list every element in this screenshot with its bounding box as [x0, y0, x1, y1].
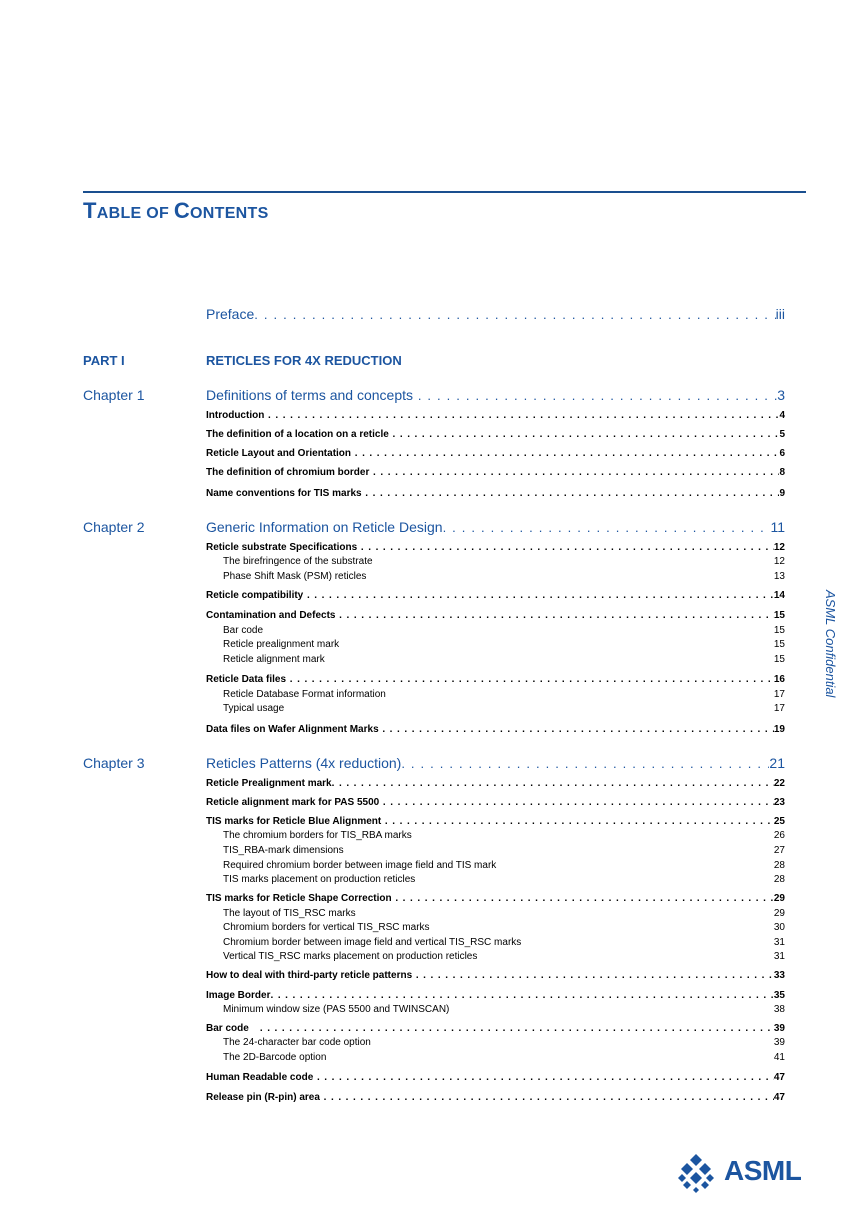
toc-subsection[interactable]: The 24-character bar code option 39 [223, 1037, 785, 1048]
toc-section[interactable]: Reticle Data files . . . 16 [206, 674, 785, 685]
chapter-2-label: Chapter 2 [83, 519, 145, 535]
toc-chapter-1[interactable]: Definitions of terms and concepts . . . 3 [206, 387, 785, 403]
chapter-3-label: Chapter 3 [83, 755, 145, 771]
toc-section[interactable]: How to deal with third-party reticle patterns . . . 33 [206, 970, 785, 981]
title-cap-1: T [83, 198, 97, 223]
toc-section[interactable]: Reticle compatibility . . . 14 [206, 590, 785, 601]
toc-subsection[interactable]: The layout of TIS_RSC marks 29 [223, 908, 785, 919]
toc-section[interactable]: Human Readable code . . . 47 [206, 1072, 785, 1083]
toc-subsection[interactable]: TIS_RBA-mark dimensions 27 [223, 845, 785, 856]
confidential-text: ASML Confidential [823, 590, 838, 698]
asml-logo [676, 1152, 808, 1194]
toc-section[interactable]: Bar code . . . 39 [206, 1023, 785, 1034]
toc-subsection[interactable]: The chromium borders for TIS_RBA marks 26 [223, 830, 785, 841]
asml-logo-text: ASML [724, 1155, 802, 1186]
toc-subsection[interactable]: Typical usage 17 [223, 703, 785, 714]
title-cap-2: C [173, 198, 191, 223]
toc-subsection[interactable]: Reticle Database Format information 17 [223, 689, 785, 700]
toc-section[interactable]: Contamination and Defects . . . 15 [206, 610, 785, 621]
part-number: PART I [83, 353, 125, 368]
toc-section[interactable]: The definition of a location on a reticle . . . 5 [206, 429, 785, 440]
preface-page: iii [775, 306, 785, 322]
toc-subsection[interactable]: Chromium borders for vertical TIS_RSC marks 30 [223, 922, 785, 933]
toc-section[interactable]: Release pin (R-pin) area . . . 47 [206, 1092, 785, 1103]
toc-section[interactable]: The definition of chromium border . . . 8 [206, 467, 785, 478]
title-rest-1: ABLE OF [96, 205, 174, 222]
asml-logo-icon [676, 1152, 720, 1194]
part-title: RETICLES FOR 4X REDUCTION [206, 353, 402, 368]
toc-subsection[interactable]: Reticle prealignment mark 15 [223, 639, 785, 650]
toc-subsection[interactable]: Vertical TIS_RSC marks placement on production reticles 31 [223, 951, 785, 962]
preface-label: Preface [206, 306, 255, 322]
confidential-label [821, 590, 841, 720]
page-title [83, 198, 269, 224]
toc-section[interactable]: Reticle alignment mark for PAS 5500 . . . 23 [206, 797, 785, 808]
chapter-1-label: Chapter 1 [83, 387, 145, 403]
toc-chapter-3[interactable]: Reticles Patterns (4x reduction) . . . 21 [206, 755, 785, 771]
toc-subsection[interactable]: Reticle alignment mark 15 [223, 654, 785, 665]
toc-section[interactable]: Image Border . . . 35 [206, 990, 785, 1001]
toc-section[interactable]: Reticle Prealignment mark . . . 22 [206, 778, 785, 789]
toc-preface[interactable] [206, 306, 785, 322]
toc-subsection[interactable]: TIS marks placement on production reticles 28 [223, 874, 785, 885]
toc-section[interactable]: TIS marks for Reticle Blue Alignment . . . 25 [206, 816, 785, 827]
toc-subsection[interactable]: Bar code 15 [223, 625, 785, 636]
toc-subsection[interactable]: The 2D-Barcode option 41 [223, 1052, 785, 1063]
toc-section[interactable]: Name conventions for TIS marks . . . 9 [206, 488, 785, 499]
toc-subsection[interactable]: Minimum window size (PAS 5500 and TWINSCAN) 38 [223, 1004, 785, 1015]
title-rest-2: ONTENTS [190, 205, 269, 222]
toc-subsection[interactable]: Phase Shift Mask (PSM) reticles 13 [223, 571, 785, 582]
toc-subsection[interactable]: Required chromium border between image field and TIS mark 28 [223, 860, 785, 871]
toc-subsection[interactable]: Chromium border between image field and vertical TIS_RSC marks 31 [223, 937, 785, 948]
toc-subsection[interactable]: The birefringence of the substrate 12 [223, 556, 785, 567]
toc-section[interactable]: Introduction . . . 4 [206, 410, 785, 421]
toc-section[interactable]: Reticle substrate Specifications . . . 12 [206, 542, 785, 553]
toc-section[interactable]: TIS marks for Reticle Shape Correction . . . 29 [206, 893, 785, 904]
toc-chapter-2[interactable]: Generic Information on Reticle Design . . . 11 [206, 519, 785, 535]
header-rule [83, 191, 806, 193]
toc-section[interactable]: Data files on Wafer Alignment Marks . . . 19 [206, 724, 785, 735]
toc-section[interactable]: Reticle Layout and Orientation . . . 6 [206, 448, 785, 459]
